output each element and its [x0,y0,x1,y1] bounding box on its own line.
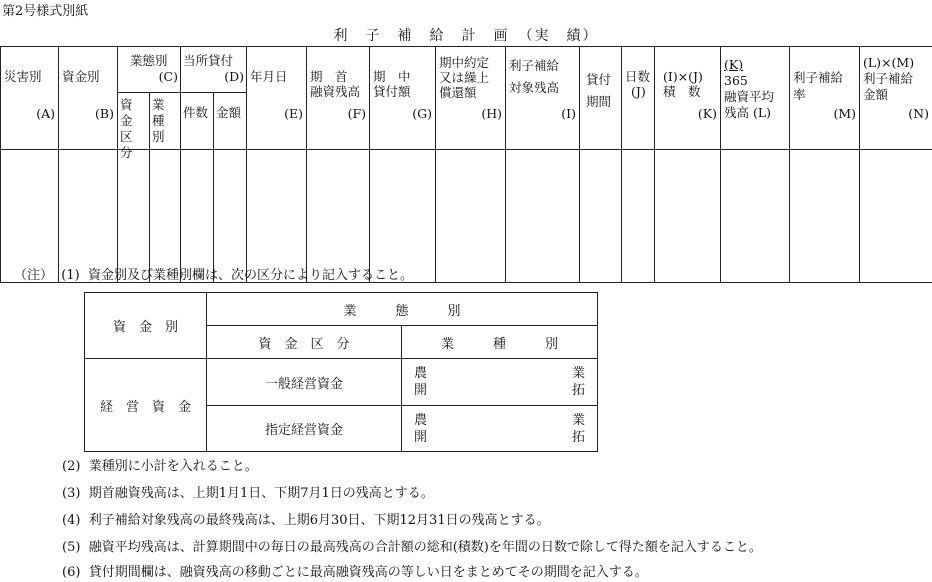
cell-blank[interactable] [622,150,655,283]
kb-r1: 一般経営資金 [207,359,402,406]
cell-blank[interactable] [580,150,622,283]
kb-row-label: 経 営 資 金 [85,359,207,452]
col-header-c: 業態別 (C) [118,47,181,93]
col-sub-c1: 資金区分 [118,93,150,150]
form-label: 第2号様式別紙 [2,4,89,19]
col-header-e: 年月日 (E) [247,47,307,150]
cell-blank[interactable] [247,150,307,283]
col-header-l: (K) 365 融資平均 残高 (L) [721,47,790,150]
note-4: (4) 利子補給対象残高の最終残高は、上期6月30日、下期12月31日の残高とする。 [62,513,550,528]
cell-blank[interactable] [436,150,506,283]
cell-blank[interactable] [181,150,214,283]
col-sub-c2: 業種別 [150,93,181,150]
kb-r1-gyoshu: 農 業 開 拓 [402,359,598,406]
cell-blank[interactable] [150,150,181,283]
document-title: 利 子 補 給 計 画 （実 績） [333,28,599,44]
cell-blank[interactable] [118,150,150,283]
cell-blank[interactable] [59,150,118,283]
note-2: (2) 業種別に小計を入れること。 [62,459,258,474]
col-header-i: 利子補給 対象残高 (I) [506,47,580,150]
data-row [1,150,932,283]
cell-blank[interactable] [1,150,59,283]
kb-shikin-header: 資 金 別 [85,293,207,359]
col-header-m: 利子補給率 (M) [790,47,860,150]
col-header-h: 期中約定 又は繰上 償還額 (H) [436,47,506,150]
interest-plan-table [0,46,932,283]
note-3: (3) 期首融資残高は、上期1月1日、下期7月1日の残高とする。 [62,486,434,501]
header-row [1,47,932,93]
col-header-a: 災害別 (A) [1,47,59,150]
note-1: （注） (1) 資金別及び業種別欄は、次の区分により記入すること。 [14,268,413,283]
col-header-d: 当所貸付 (D) [181,47,247,93]
note-5: (5) 融資平均残高は、計算期間中の毎日の最高残高の合計額の総和(積数)を年間の日数で除して得た額を記入すること。 [62,540,762,555]
cell-blank[interactable] [860,150,932,283]
col-sub-d2: 金額 [214,93,247,150]
cell-blank[interactable] [370,150,436,283]
cell-blank[interactable] [721,150,790,283]
kb-gyotai-header: 業 態 別 [207,293,598,326]
col-header-n: (L)×(M) 利子補給 金額 (N) [860,47,932,150]
cell-blank[interactable] [790,150,860,283]
cell-blank[interactable] [307,150,370,283]
col-header-period: 貸付 期間 [580,47,622,150]
col-sub-d1: 件数 [181,93,214,150]
cell-blank[interactable] [655,150,721,283]
col-header-j: 日数 (J) [622,47,655,150]
note-6: (6) 貸付期間欄は、融資残高の移動ごとに最高融資残高の等しい日をまとめてその期間を記入する。 [62,565,648,580]
kb-r2-gyoshu: 農 業 開 拓 [402,406,598,452]
kubun-table [84,292,598,452]
col-header-f: 期 首 融資残高 (F) [307,47,370,150]
kb-gyoshu-header: 業 種 別 [402,326,598,359]
cell-blank[interactable] [214,150,247,283]
col-header-g: 期 中 貸付額 (G) [370,47,436,150]
kb-r2: 指定経営資金 [207,406,402,452]
col-header-b: 資金別 (B) [59,47,118,150]
cell-blank[interactable] [506,150,580,283]
kb-kubun-header: 資 金 区 分 [207,326,402,359]
col-header-k: (I)×(J) 積 数 (K) [655,47,721,150]
